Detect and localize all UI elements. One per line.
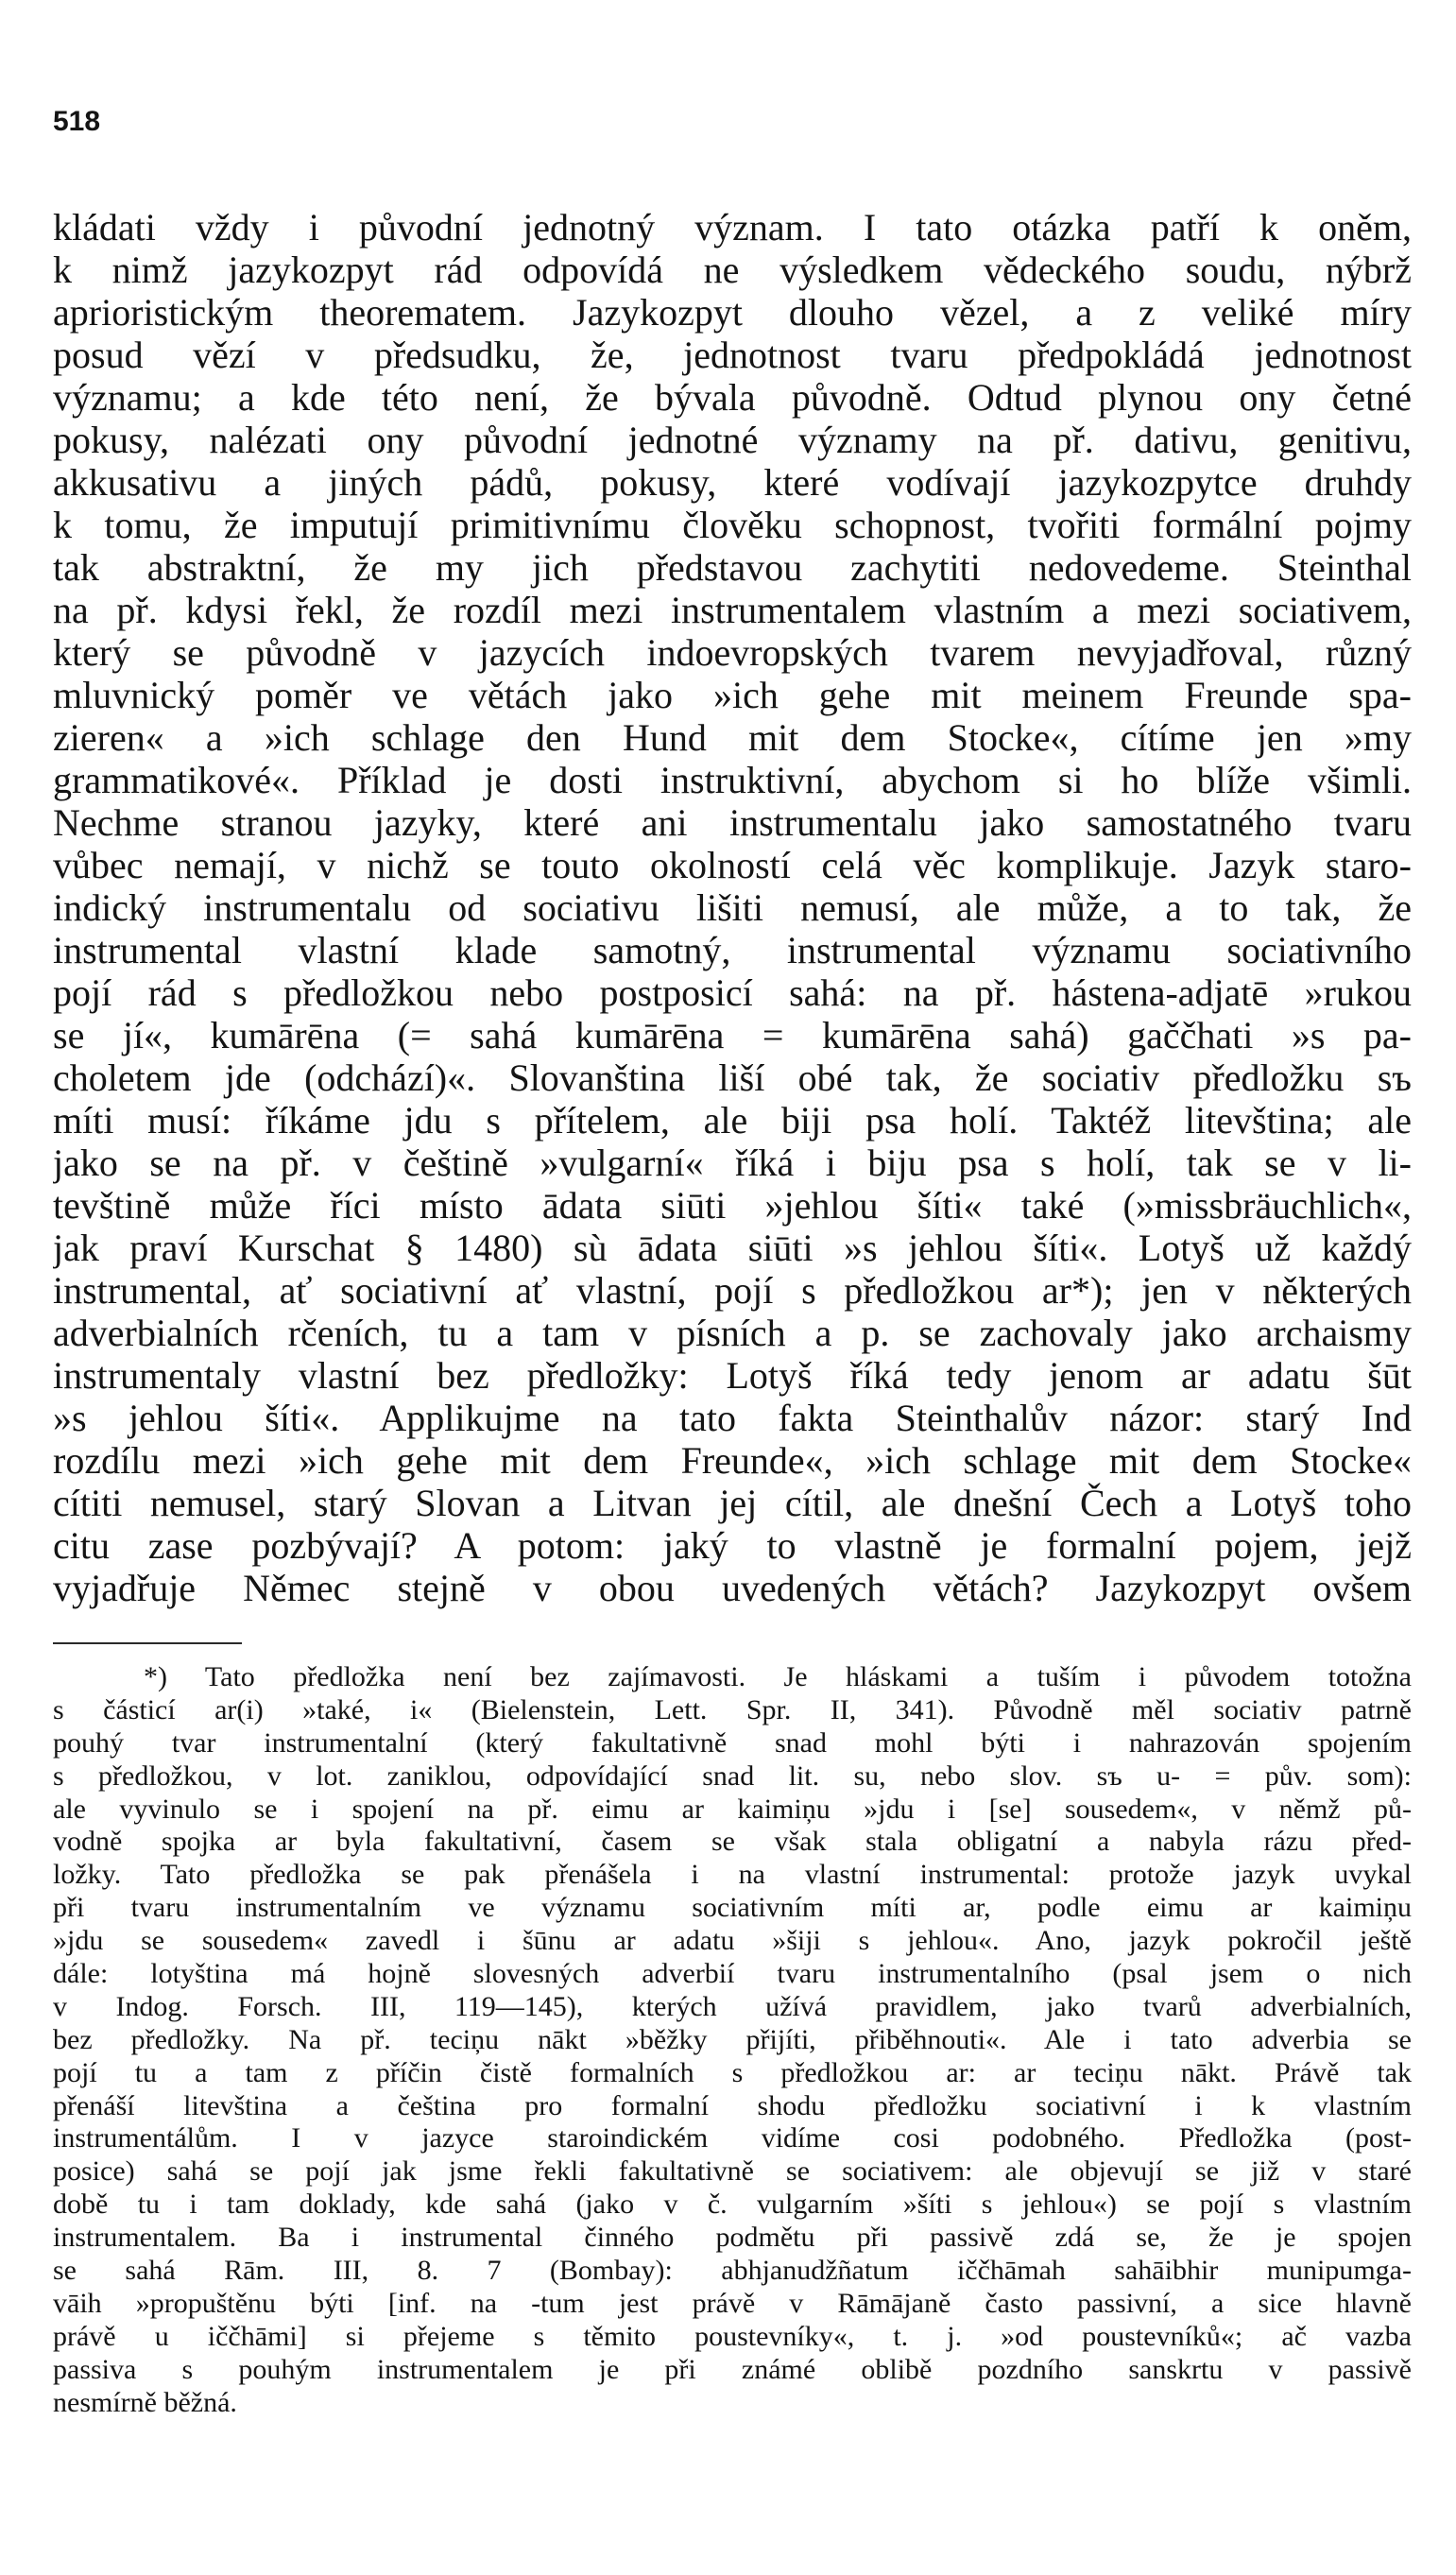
footnote-line: »jdu se sousedem« zavedl i šūnu ar adatu »šiji s jehlou«. Ano, jazyk pokročil ještě [53, 1925, 1412, 1957]
text-line: pokusy, nalézati ony původní jednotné významy na př. dativu, genitivu, [53, 419, 1412, 461]
text-line: se jí«, kumārēna (= sahá kumārēna = kumārēna sahá) gaččhati »s pa- [53, 1014, 1412, 1056]
text-line: grammatikové«. Příklad je dosti instruktivní, abychom si ho blíže všimli. [53, 759, 1412, 801]
text-line: instrumental, ať sociativní ať vlastní, pojí s předložkou ar*); jen v některých [53, 1269, 1412, 1312]
text-line: mluvnický poměr ve větách jako »ich gehe mit meinem Freunde spa- [53, 674, 1412, 716]
footnote-divider [53, 1642, 242, 1644]
text-line: akkusativu a jiných pádů, pokusy, které vodívají jazykozpytce druhdy [53, 461, 1412, 504]
footnote-line: vāih »propuštěnu býti [inf. na -tum jest právě v Rāmājaně často passivní, a sice hlavně [53, 2287, 1412, 2319]
text-line: na př. kdysi řekl, že rozdíl mezi instrumentalem vlastním a mezi sociativem, [53, 589, 1412, 631]
footnote-line: instrumentálům. I v jazyce staroindickém vidíme cosi podobného. Předložka (post- [53, 2122, 1412, 2154]
footnote-line: s částicí ar(i) »také, i« (Bielenstein, Lett. Spr. II, 341). Původně měl sociativ patrně [53, 1693, 1412, 1725]
text-line: zieren« a »ich schlage den Hund mit dem Stocke«, cítíme jen »my [53, 716, 1412, 759]
footnote-line: ale vyvinulo se i spojení na př. eimu ar kaimiņu »jdu i [se] sousedem«, v němž pů- [53, 1793, 1412, 1825]
footnote-line: s předložkou, v lot. zaniklou, odpovídající snad lit. su, nebo slov. sъ u- = pův. som): [53, 1760, 1412, 1792]
main-text-block [53, 206, 1412, 1609]
footnote-line: dále: lotyština má hojně slovesných adverbií tvaru instrumentalního (psal jsem o nich [53, 1958, 1412, 1990]
text-line: instrumentaly vlastní bez předložky: Lotyš říká tedy jenom ar adatu šūt [53, 1354, 1412, 1397]
text-line: tak abstraktní, že my jich představou zachytiti nedovedeme. Steinthal [53, 546, 1412, 589]
footnote-line: pouhý tvar instrumentalní (který fakultativně snad mohl býti i nahrazován spojením [53, 1726, 1412, 1759]
text-line: který se původně v jazycích indoevropských tvarem nevyjadřoval, různý [53, 631, 1412, 674]
footnote-line: instrumentalem. Ba i instrumental činného podmětu při passivě zdá se, že je spojen [53, 2222, 1412, 2254]
text-line: významu; a kde této není, že bývala původně. Odtud plynou ony četné [53, 376, 1412, 419]
text-line: adverbialních rčeních, tu a tam v písních a p. se zachovaly jako archaismy [53, 1312, 1412, 1354]
footnote-line: nesmírně běžná. [53, 2386, 237, 2418]
text-line: tevštině může říci místo ādata siūti »jehlou šíti« také (»missbräuchlich«, [53, 1184, 1412, 1227]
text-line: aprioristickým theorematem. Jazykozpyt dlouho vězel, a z veliké míry [53, 291, 1412, 334]
text-line: indický instrumentalu od sociativu lišiti nemusí, ale může, a to tak, že [53, 886, 1412, 929]
text-line: pojí rád s předložkou nebo postposicí sahá: na př. hástena-adjatē »rukou [53, 971, 1412, 1014]
footnote-line: době tu i tam doklady, kde sahá (jako v č. vulgarním »šíti s jehlou«) se pojí s vlastním [53, 2189, 1412, 2221]
text-line: k nimž jazykozpyt rád odpovídá ne výsledkem vědeckého soudu, nýbrž [53, 249, 1412, 291]
footnote-line: bez předložky. Na př. teciņu nākt »běžky přijíti, přiběhnouti«. Ale i tato adverbia se [53, 2023, 1412, 2055]
text-line: vyjadřuje Němec stejně v obou uvedených větách? Jazykozpyt ovšem [53, 1567, 1412, 1609]
text-line: cítiti nemusel, starý Slovan a Litvan jej cítil, ale dnešní Čech a Lotyš toho [53, 1482, 1412, 1524]
text-line: jak praví Kurschat § 1480) sù ādata siūti »s jehlou šíti«. Lotyš už každý [53, 1227, 1412, 1269]
page-number: 518 [53, 106, 101, 137]
text-line: »s jehlou šíti«. Applikujme na tato fakta Steinthalův názor: starý Ind [53, 1397, 1412, 1439]
footnote-line: se sahá Rām. III, 8. 7 (Bombay): abhjanudžñatum iččhāmah sahāibhir munipumga- [53, 2255, 1412, 2287]
footnote-line: přenáší litevština a čeština pro formalní shodu předložku sociativní i k vlastním [53, 2089, 1412, 2121]
text-line: vůbec nemají, v nichž se touto okolností celá věc komplikuje. Jazyk staro- [53, 844, 1412, 886]
footnote-line: v Indog. Forsch. III, 119—145), kterých užívá pravidlem, jako tvarů adverbialních, [53, 1990, 1412, 2022]
footnote-line: vodně spojka ar byla fakultativní, časem se však stala obligatní a nabyla rázu před- [53, 1826, 1412, 1858]
footnote-block [53, 1661, 1412, 2419]
text-line: Nechme stranou jazyky, které ani instrumentalu jako samostatného tvaru [53, 801, 1412, 844]
footnote-line: passiva s pouhým instrumentalem je při známé oblibě pozdního sanskrtu v passivě [53, 2353, 1412, 2385]
text-line: citu zase pozbývají? A potom: jaký to vlastně je formalní pojem, jejž [53, 1524, 1412, 1567]
text-line: kládati vždy i původní jednotný význam. I tato otázka patří k oněm, [53, 206, 1412, 249]
footnote-line: *) Tato předložka není bez zajímavosti. Je hláskami a tuším i původem totožna [144, 1661, 1412, 1692]
footnote-line: právě u iččhāmi] si přejeme s těmito poustevníky«, t. j. »od poustevníků«; ač vazba [53, 2320, 1412, 2352]
text-line: míti musí: říkáme jdu s přítelem, ale biji psa holí. Taktéž litevština; ale [53, 1099, 1412, 1142]
footnote-line: při tvaru instrumentalním ve významu sociativním míti ar, podle eimu ar kaimiņu [53, 1892, 1412, 1924]
footnote-line: ložky. Tato předložka se pak přenášela i na vlastní instrumental: protože jazyk uvykal [53, 1859, 1412, 1891]
footnote-line: pojí tu a tam z příčin čistě formalních s předložkou ar: ar teciņu nākt. Právě tak [53, 2056, 1412, 2088]
text-line: instrumental vlastní klade samotný, instrumental významu sociativního [53, 929, 1412, 971]
text-line: posud vězí v předsudku, že, jednotnost tvaru předpokládá jednotnost [53, 334, 1412, 376]
text-line: jako se na př. v češtině »vulgarní« říká i biju psa s holí, tak se v li- [53, 1142, 1412, 1184]
footnote-line: posice) sahá se pojí jak jsme řekli fakultativně se sociativem: ale objevují se již v staré [53, 2155, 1412, 2188]
text-line: k tomu, že imputují primitivnímu člověku schopnost, tvořiti formální pojmy [53, 504, 1412, 546]
text-line: rozdílu mezi »ich gehe mit dem Freunde«, »ich schlage mit dem Stocke« [53, 1439, 1412, 1482]
text-line: choletem jde (odchází)«. Slovanština liší obé tak, že sociativ předložku sъ [53, 1056, 1412, 1099]
